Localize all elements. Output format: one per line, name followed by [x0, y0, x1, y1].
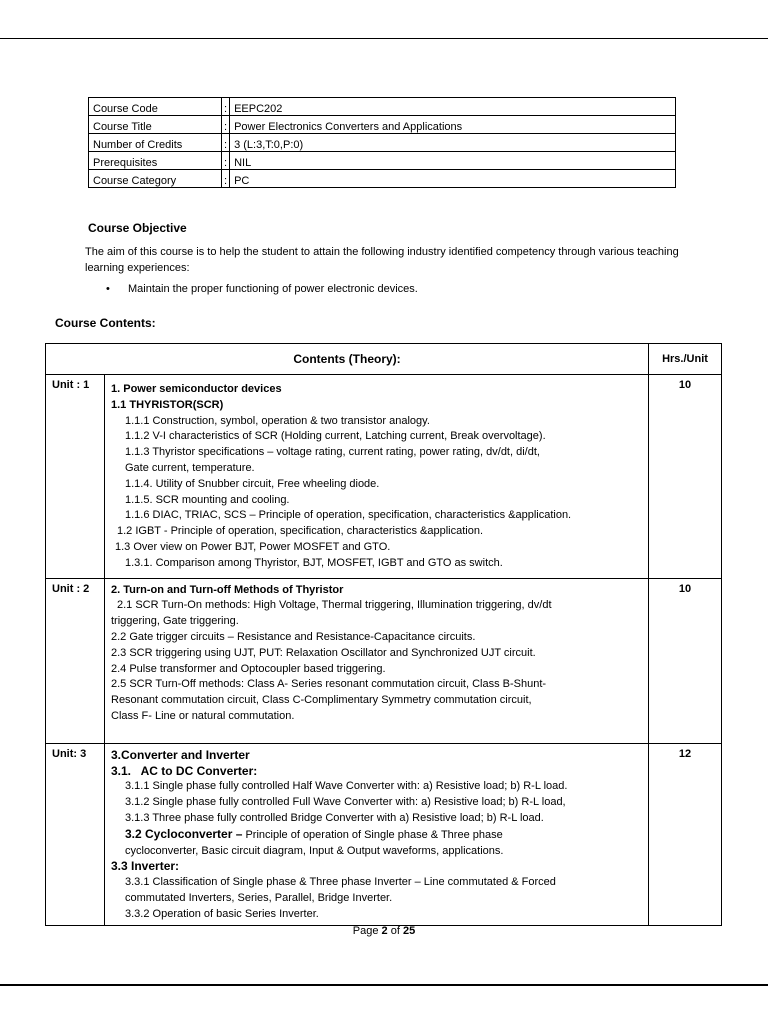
unit-hours: 10 [649, 375, 722, 579]
content-text: Principle of operation of Single phase & Three phase [245, 828, 503, 841]
content-line: cycloconverter, Basic circuit diagram, Input & Output waveforms, applications. [125, 844, 504, 857]
section-title: 1.1 THYRISTOR(SCR) [111, 398, 224, 411]
info-row-credits [89, 134, 676, 152]
content-line: triggering, Gate triggering. [111, 615, 239, 628]
content-line: 2.4 Pulse transformer and Optocoupler based triggering. [111, 662, 386, 675]
content-line: 1.3.1. Comparison among Thyristor, BJT, MOSFET, IGBT and GTO as switch. [125, 556, 503, 569]
info-value: NIL [230, 152, 676, 170]
bottom-rule [0, 984, 768, 986]
content-line: 3.3.1 Classification of Single phase & Three phase Inverter – Line commutated & Forced [125, 876, 556, 889]
unit-label: Unit : 1 [46, 375, 105, 579]
content-line: 2.3 SCR triggering using UJT, PUT: Relaxation Oscillator and Synchronized UJT circuit. [111, 646, 536, 659]
unit-title: 2. Turn-on and Turn-off Methods of Thyristor [111, 583, 344, 596]
section-title: 3.3 Inverter: [111, 859, 180, 874]
content-line: 2.2 Gate trigger circuits – Resistance and Resistance-Capacitance circuits. [111, 630, 476, 643]
current-page: 2 [381, 925, 388, 937]
info-key: Number of Credits [89, 134, 222, 152]
total-pages: 25 [402, 925, 416, 937]
contents-header-row [46, 344, 722, 375]
content-line: 1.3 Over view on Power BJT, Power MOSFET and GTO. [115, 540, 391, 553]
unit-label: Unit : 2 [46, 578, 105, 743]
info-key: Course Code [89, 98, 222, 116]
content-line: 1.1.2 V-I characteristics of SCR (Holding current, Latching current, Break overvoltage). [125, 430, 546, 443]
unit-row-1 [46, 375, 722, 579]
objective-heading: Course Objective [88, 221, 187, 235]
content-line: 1.1.6 DIAC, TRIAC, SCS – Principle of operation, specification, characteristics &application. [125, 509, 572, 522]
content-line: 1.2 IGBT - Principle of operation, specification, characteristics &application. [117, 525, 484, 538]
bullet-text: Maintain the proper functioning of power electronic devices. [128, 283, 418, 295]
section-title: 3.2 Cycloconverter – [125, 826, 243, 841]
content-line: 3.1.1 Single phase fully controlled Half Wave Converter with: a) Resistive load; b) R-L load. [125, 780, 568, 793]
course-info-table [88, 97, 676, 188]
info-value: EEPC202 [230, 98, 676, 116]
objective-text: The aim of this course is to help the student to attain the following industry identified competency through various teaching learning experiences: [85, 246, 679, 274]
info-separator: : [222, 170, 230, 188]
info-separator: : [222, 134, 230, 152]
content-line: 1.1.4. Utility of Snubber circuit, Free wheeling diode. [125, 477, 380, 490]
content-line: 1.1.5. SCR mounting and cooling. [125, 493, 290, 506]
info-separator: : [222, 98, 230, 116]
unit-hours: 12 [649, 743, 722, 925]
unit-title: 3.Converter and Inverter [111, 747, 250, 762]
objective-bullet [106, 283, 418, 295]
content-line: 1.1.3 Thyristor specifications – voltage rating, current rating, power rating, dv/dt, di/dt, [125, 446, 540, 459]
info-value: Power Electronics Converters and Applications [230, 116, 676, 134]
content-line: Gate current, temperature. [125, 461, 255, 474]
content-line: 1.1.1 Construction, symbol, operation & two transistor analogy. [125, 414, 430, 427]
page-footer [0, 925, 768, 937]
bullet-marker: • [106, 283, 110, 295]
info-row-code [89, 98, 676, 116]
content-line: 3.1.3 Three phase fully controlled Bridge Converter with a) Resistive load; b) R-L load. [125, 811, 544, 824]
info-row-title [89, 116, 676, 134]
section-title: 3.1. AC to DC Converter: [111, 763, 258, 778]
contents-table [45, 343, 722, 926]
content-line: commutated Inverters, Series, Parallel, Bridge Inverter. [125, 891, 393, 904]
info-separator: : [222, 152, 230, 170]
info-row-prerequisites [89, 152, 676, 170]
unit-row-2 [46, 578, 722, 743]
content-line: 2.1 SCR Turn-On methods: High Voltage, Thermal triggering, Illumination triggering, dv/dt [117, 599, 552, 612]
content-line: Resonant commutation circuit, Class C-Complimentary Symmetry commutation circuit, [111, 694, 532, 707]
content-line [111, 827, 642, 844]
info-value: PC [230, 170, 676, 188]
content-line: 3.3.2 Operation of basic Series Inverter. [125, 907, 319, 920]
info-value: 3 (L:3,T:0,P:0) [230, 134, 676, 152]
info-key: Course Title [89, 116, 222, 134]
info-separator: : [222, 116, 230, 134]
contents-heading: Course Contents: [55, 316, 156, 330]
unit-row-3 [46, 743, 722, 925]
content-line: 3.1.2 Single phase fully controlled Full Wave Converter with: a) Resistive load; b) R-L load, [125, 796, 566, 809]
footer-prefix: Page [352, 925, 382, 937]
unit-content [105, 578, 649, 743]
info-row-category [89, 170, 676, 188]
unit-content [105, 375, 649, 579]
top-rule [0, 38, 768, 39]
unit-label: Unit: 3 [46, 743, 105, 925]
contents-header: Contents (Theory): [46, 344, 649, 375]
content-line: 2.5 SCR Turn-Off methods: Class A- Series resonant commutation circuit, Class B-Shunt- [111, 678, 547, 691]
unit-content [105, 743, 649, 925]
unit-title: 1. Power semiconductor devices [111, 383, 282, 395]
info-key: Course Category [89, 170, 222, 188]
info-key: Prerequisites [89, 152, 222, 170]
unit-hours: 10 [649, 578, 722, 743]
hours-header: Hrs./Unit [649, 344, 722, 375]
content-line: Class F- Line or natural commutation. [111, 709, 295, 722]
footer-of: of [387, 925, 403, 937]
